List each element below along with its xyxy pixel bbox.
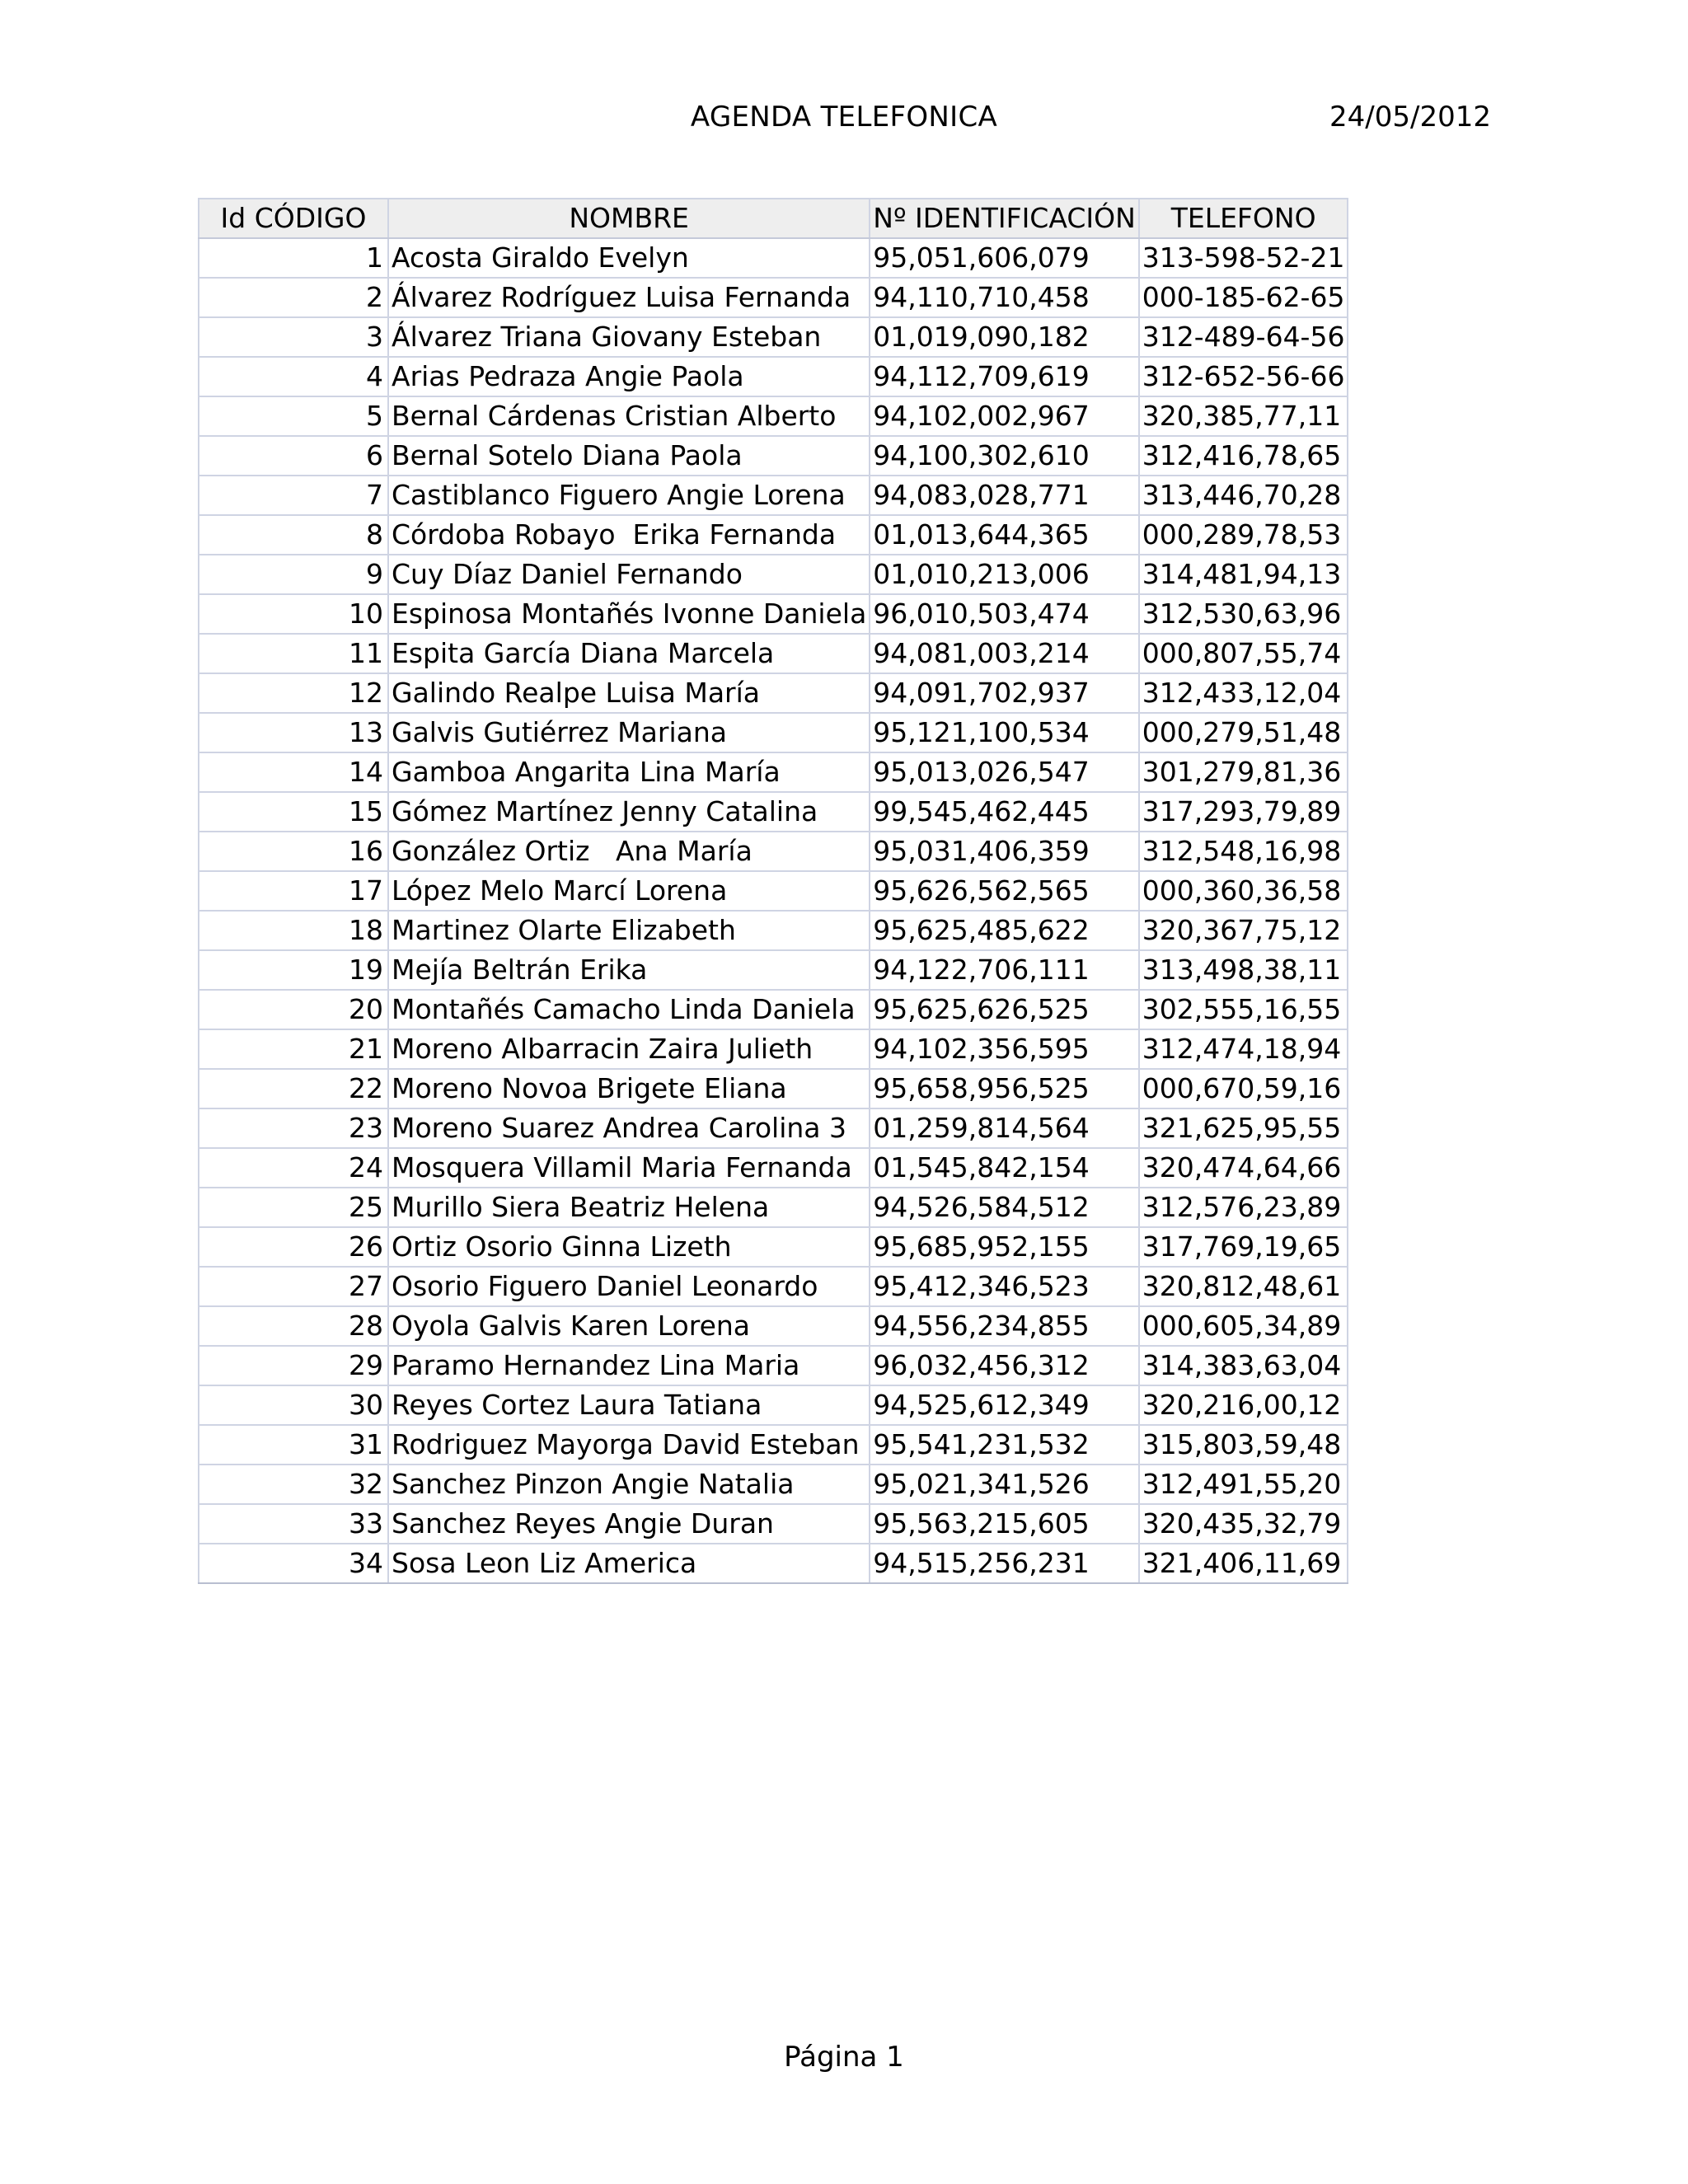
- cell-id: 33: [199, 1504, 388, 1544]
- cell-nombre: Paramo Hernandez Lina Maria: [388, 1346, 870, 1385]
- cell-id: 18: [199, 911, 388, 950]
- table-row: [199, 436, 1348, 476]
- cell-nombre: Galvis Gutiérrez Mariana: [388, 713, 870, 752]
- cell-identificacion: 94,112,709,619: [870, 357, 1138, 396]
- cell-id: 13: [199, 713, 388, 752]
- cell-telefono: 000,279,51,48: [1139, 713, 1348, 752]
- cell-nombre: Bernal Cárdenas Cristian Alberto: [388, 396, 870, 436]
- cell-telefono: 312,548,16,98: [1139, 832, 1348, 871]
- cell-id: 8: [199, 515, 388, 555]
- cell-telefono: 320,367,75,12: [1139, 911, 1348, 950]
- table-row: [199, 990, 1348, 1029]
- cell-identificacion: 94,122,706,111: [870, 950, 1138, 990]
- cell-identificacion: 99,545,462,445: [870, 792, 1138, 832]
- cell-id: 27: [199, 1267, 388, 1306]
- table-row: [199, 911, 1348, 950]
- cell-telefono: 313,498,38,11: [1139, 950, 1348, 990]
- cell-id: 24: [199, 1148, 388, 1188]
- cell-telefono: 000,807,55,74: [1139, 634, 1348, 673]
- cell-telefono: 301,279,81,36: [1139, 752, 1348, 792]
- cell-nombre: Acosta Giraldo Evelyn: [388, 238, 870, 278]
- cell-nombre: Gamboa Angarita Lina María: [388, 752, 870, 792]
- cell-id: 16: [199, 832, 388, 871]
- cell-id: 12: [199, 673, 388, 713]
- cell-telefono: 313,446,70,28: [1139, 476, 1348, 515]
- table-row: [199, 357, 1348, 396]
- table-row: [199, 1227, 1348, 1267]
- cell-identificacion: 94,515,256,231: [870, 1544, 1138, 1583]
- cell-id: 1: [199, 238, 388, 278]
- cell-id: 15: [199, 792, 388, 832]
- table-row: [199, 594, 1348, 634]
- table-row: [199, 1069, 1348, 1108]
- cell-nombre: Rodriguez Mayorga David Esteban: [388, 1425, 870, 1465]
- cell-telefono: 315,803,59,48: [1139, 1425, 1348, 1465]
- cell-identificacion: 94,081,003,214: [870, 634, 1138, 673]
- cell-nombre: Espita García Diana Marcela: [388, 634, 870, 673]
- table-row: [199, 1267, 1348, 1306]
- cell-id: 34: [199, 1544, 388, 1583]
- cell-identificacion: 95,412,346,523: [870, 1267, 1138, 1306]
- cell-identificacion: 94,526,584,512: [870, 1188, 1138, 1227]
- table-row: [199, 1148, 1348, 1188]
- table-row: [199, 278, 1348, 317]
- cell-telefono: 314,383,63,04: [1139, 1346, 1348, 1385]
- cell-nombre: Moreno Novoa Brigete Eliana: [388, 1069, 870, 1108]
- cell-id: 28: [199, 1306, 388, 1346]
- cell-nombre: Murillo Siera Beatriz Helena: [388, 1188, 870, 1227]
- cell-telefono: 312,491,55,20: [1139, 1465, 1348, 1504]
- column-header-nombre: NOMBRE: [388, 199, 870, 238]
- cell-nombre: Moreno Albarracin Zaira Julieth: [388, 1029, 870, 1069]
- cell-identificacion: 95,625,485,622: [870, 911, 1138, 950]
- cell-telefono: 320,385,77,11: [1139, 396, 1348, 436]
- cell-telefono: 312,433,12,04: [1139, 673, 1348, 713]
- cell-identificacion: 94,102,356,595: [870, 1029, 1138, 1069]
- cell-identificacion: 94,083,028,771: [870, 476, 1138, 515]
- table-row: [199, 634, 1348, 673]
- cell-identificacion: 96,032,456,312: [870, 1346, 1138, 1385]
- table-body: [199, 238, 1348, 1583]
- cell-nombre: Reyes Cortez Laura Tatiana: [388, 1385, 870, 1425]
- cell-nombre: Moreno Suarez Andrea Carolina 3: [388, 1108, 870, 1148]
- cell-telefono: 312-489-64-56: [1139, 317, 1348, 357]
- cell-nombre: Castiblanco Figuero Angie Lorena: [388, 476, 870, 515]
- cell-nombre: Oyola Galvis Karen Lorena: [388, 1306, 870, 1346]
- cell-identificacion: 01,259,814,564: [870, 1108, 1138, 1148]
- cell-id: 20: [199, 990, 388, 1029]
- cell-identificacion: 94,525,612,349: [870, 1385, 1138, 1425]
- cell-id: 19: [199, 950, 388, 990]
- cell-nombre: Sosa Leon Liz America: [388, 1544, 870, 1583]
- cell-nombre: Gómez Martínez Jenny Catalina: [388, 792, 870, 832]
- cell-id: 17: [199, 871, 388, 911]
- cell-identificacion: 94,102,002,967: [870, 396, 1138, 436]
- table-row: [199, 673, 1348, 713]
- cell-nombre: Mosquera Villamil Maria Fernanda: [388, 1148, 870, 1188]
- cell-telefono: 000,670,59,16: [1139, 1069, 1348, 1108]
- cell-identificacion: 95,658,956,525: [870, 1069, 1138, 1108]
- table-row: [199, 792, 1348, 832]
- cell-telefono: 320,216,00,12: [1139, 1385, 1348, 1425]
- table-row: [199, 317, 1348, 357]
- cell-identificacion: 95,051,606,079: [870, 238, 1138, 278]
- cell-identificacion: 95,013,026,547: [870, 752, 1138, 792]
- cell-id: 5: [199, 396, 388, 436]
- cell-telefono: 317,769,19,65: [1139, 1227, 1348, 1267]
- cell-id: 31: [199, 1425, 388, 1465]
- cell-telefono: 320,812,48,61: [1139, 1267, 1348, 1306]
- cell-nombre: Martinez Olarte Elizabeth: [388, 911, 870, 950]
- cell-nombre: Sanchez Reyes Angie Duran: [388, 1504, 870, 1544]
- cell-telefono: 320,435,32,79: [1139, 1504, 1348, 1544]
- phonebook-table: [198, 198, 1348, 1584]
- table-row: [199, 396, 1348, 436]
- cell-identificacion: 95,031,406,359: [870, 832, 1138, 871]
- cell-nombre: Ortiz Osorio Ginna Lizeth: [388, 1227, 870, 1267]
- table-row: [199, 713, 1348, 752]
- page-title: AGENDA TELEFONICA: [690, 101, 998, 134]
- table-row: [199, 871, 1348, 911]
- cell-identificacion: 95,121,100,534: [870, 713, 1138, 752]
- cell-id: 26: [199, 1227, 388, 1267]
- cell-id: 11: [199, 634, 388, 673]
- cell-id: 23: [199, 1108, 388, 1148]
- column-header-telefono: TELEFONO: [1139, 199, 1348, 238]
- table-row: [199, 1029, 1348, 1069]
- cell-id: 4: [199, 357, 388, 396]
- cell-id: 7: [199, 476, 388, 515]
- cell-id: 10: [199, 594, 388, 634]
- cell-nombre: Mejía Beltrán Erika: [388, 950, 870, 990]
- cell-identificacion: 01,545,842,154: [870, 1148, 1138, 1188]
- table-row: [199, 1306, 1348, 1346]
- table-row: [199, 1188, 1348, 1227]
- cell-telefono: 317,293,79,89: [1139, 792, 1348, 832]
- cell-nombre: González Ortiz Ana María: [388, 832, 870, 871]
- cell-id: 22: [199, 1069, 388, 1108]
- cell-telefono: 312-652-56-66: [1139, 357, 1348, 396]
- cell-identificacion: 95,626,562,565: [870, 871, 1138, 911]
- cell-id: 9: [199, 555, 388, 594]
- cell-id: 32: [199, 1465, 388, 1504]
- table-row: [199, 752, 1348, 792]
- cell-id: 29: [199, 1346, 388, 1385]
- header-date: 24/05/2012: [1329, 101, 1491, 134]
- cell-identificacion: 95,021,341,526: [870, 1465, 1138, 1504]
- cell-nombre: Osorio Figuero Daniel Leonardo: [388, 1267, 870, 1306]
- cell-telefono: 314,481,94,13: [1139, 555, 1348, 594]
- cell-id: 2: [199, 278, 388, 317]
- cell-identificacion: 95,563,215,605: [870, 1504, 1138, 1544]
- table-header-row: [199, 199, 1348, 238]
- cell-telefono: 000,289,78,53: [1139, 515, 1348, 555]
- table-row: [199, 515, 1348, 555]
- cell-telefono: 312,530,63,96: [1139, 594, 1348, 634]
- cell-id: 21: [199, 1029, 388, 1069]
- cell-identificacion: 94,100,302,610: [870, 436, 1138, 476]
- cell-nombre: Galindo Realpe Luisa María: [388, 673, 870, 713]
- cell-nombre: Sanchez Pinzon Angie Natalia: [388, 1465, 870, 1504]
- column-header-id: Id CÓDIGO: [199, 199, 388, 238]
- cell-nombre: Álvarez Triana Giovany Esteban: [388, 317, 870, 357]
- cell-identificacion: 94,091,702,937: [870, 673, 1138, 713]
- cell-telefono: 000,360,36,58: [1139, 871, 1348, 911]
- cell-identificacion: 94,556,234,855: [870, 1306, 1138, 1346]
- cell-nombre: Arias Pedraza Angie Paola: [388, 357, 870, 396]
- cell-identificacion: 95,625,626,525: [870, 990, 1138, 1029]
- table-row: [199, 1504, 1348, 1544]
- page-number: Página 1: [784, 2041, 904, 2074]
- table-row: [199, 238, 1348, 278]
- cell-identificacion: 01,013,644,365: [870, 515, 1138, 555]
- table-row: [199, 950, 1348, 990]
- cell-telefono: 321,625,95,55: [1139, 1108, 1348, 1148]
- cell-identificacion: 95,541,231,532: [870, 1425, 1138, 1465]
- cell-identificacion: 94,110,710,458: [870, 278, 1138, 317]
- cell-identificacion: 95,685,952,155: [870, 1227, 1138, 1267]
- table-row: [199, 1465, 1348, 1504]
- cell-id: 25: [199, 1188, 388, 1227]
- cell-nombre: Cuy Díaz Daniel Fernando: [388, 555, 870, 594]
- table-row: [199, 1108, 1348, 1148]
- cell-nombre: Córdoba Robayo Erika Fernanda: [388, 515, 870, 555]
- cell-nombre: Montañés Camacho Linda Daniela: [388, 990, 870, 1029]
- cell-id: 30: [199, 1385, 388, 1425]
- cell-id: 6: [199, 436, 388, 476]
- cell-telefono: 313-598-52-21: [1139, 238, 1348, 278]
- cell-nombre: Espinosa Montañés Ivonne Daniela: [388, 594, 870, 634]
- table-row: [199, 1346, 1348, 1385]
- cell-telefono: 302,555,16,55: [1139, 990, 1348, 1029]
- cell-identificacion: 01,010,213,006: [870, 555, 1138, 594]
- cell-telefono: 312,416,78,65: [1139, 436, 1348, 476]
- cell-nombre: Bernal Sotelo Diana Paola: [388, 436, 870, 476]
- cell-telefono: 320,474,64,66: [1139, 1148, 1348, 1188]
- table-row: [199, 1544, 1348, 1583]
- cell-telefono: 321,406,11,69: [1139, 1544, 1348, 1583]
- table-row: [199, 476, 1348, 515]
- cell-id: 3: [199, 317, 388, 357]
- table-row: [199, 555, 1348, 594]
- cell-telefono: 312,474,18,94: [1139, 1029, 1348, 1069]
- cell-telefono: 000,605,34,89: [1139, 1306, 1348, 1346]
- cell-identificacion: 96,010,503,474: [870, 594, 1138, 634]
- cell-identificacion: 01,019,090,182: [870, 317, 1138, 357]
- column-header-identificacion: Nº IDENTIFICACIÓN: [870, 199, 1138, 238]
- table-row: [199, 832, 1348, 871]
- table-row: [199, 1385, 1348, 1425]
- cell-id: 14: [199, 752, 388, 792]
- cell-telefono: 312,576,23,89: [1139, 1188, 1348, 1227]
- table-row: [199, 1425, 1348, 1465]
- cell-nombre: Álvarez Rodríguez Luisa Fernanda: [388, 278, 870, 317]
- cell-telefono: 000-185-62-65: [1139, 278, 1348, 317]
- cell-nombre: López Melo Marcí Lorena: [388, 871, 870, 911]
